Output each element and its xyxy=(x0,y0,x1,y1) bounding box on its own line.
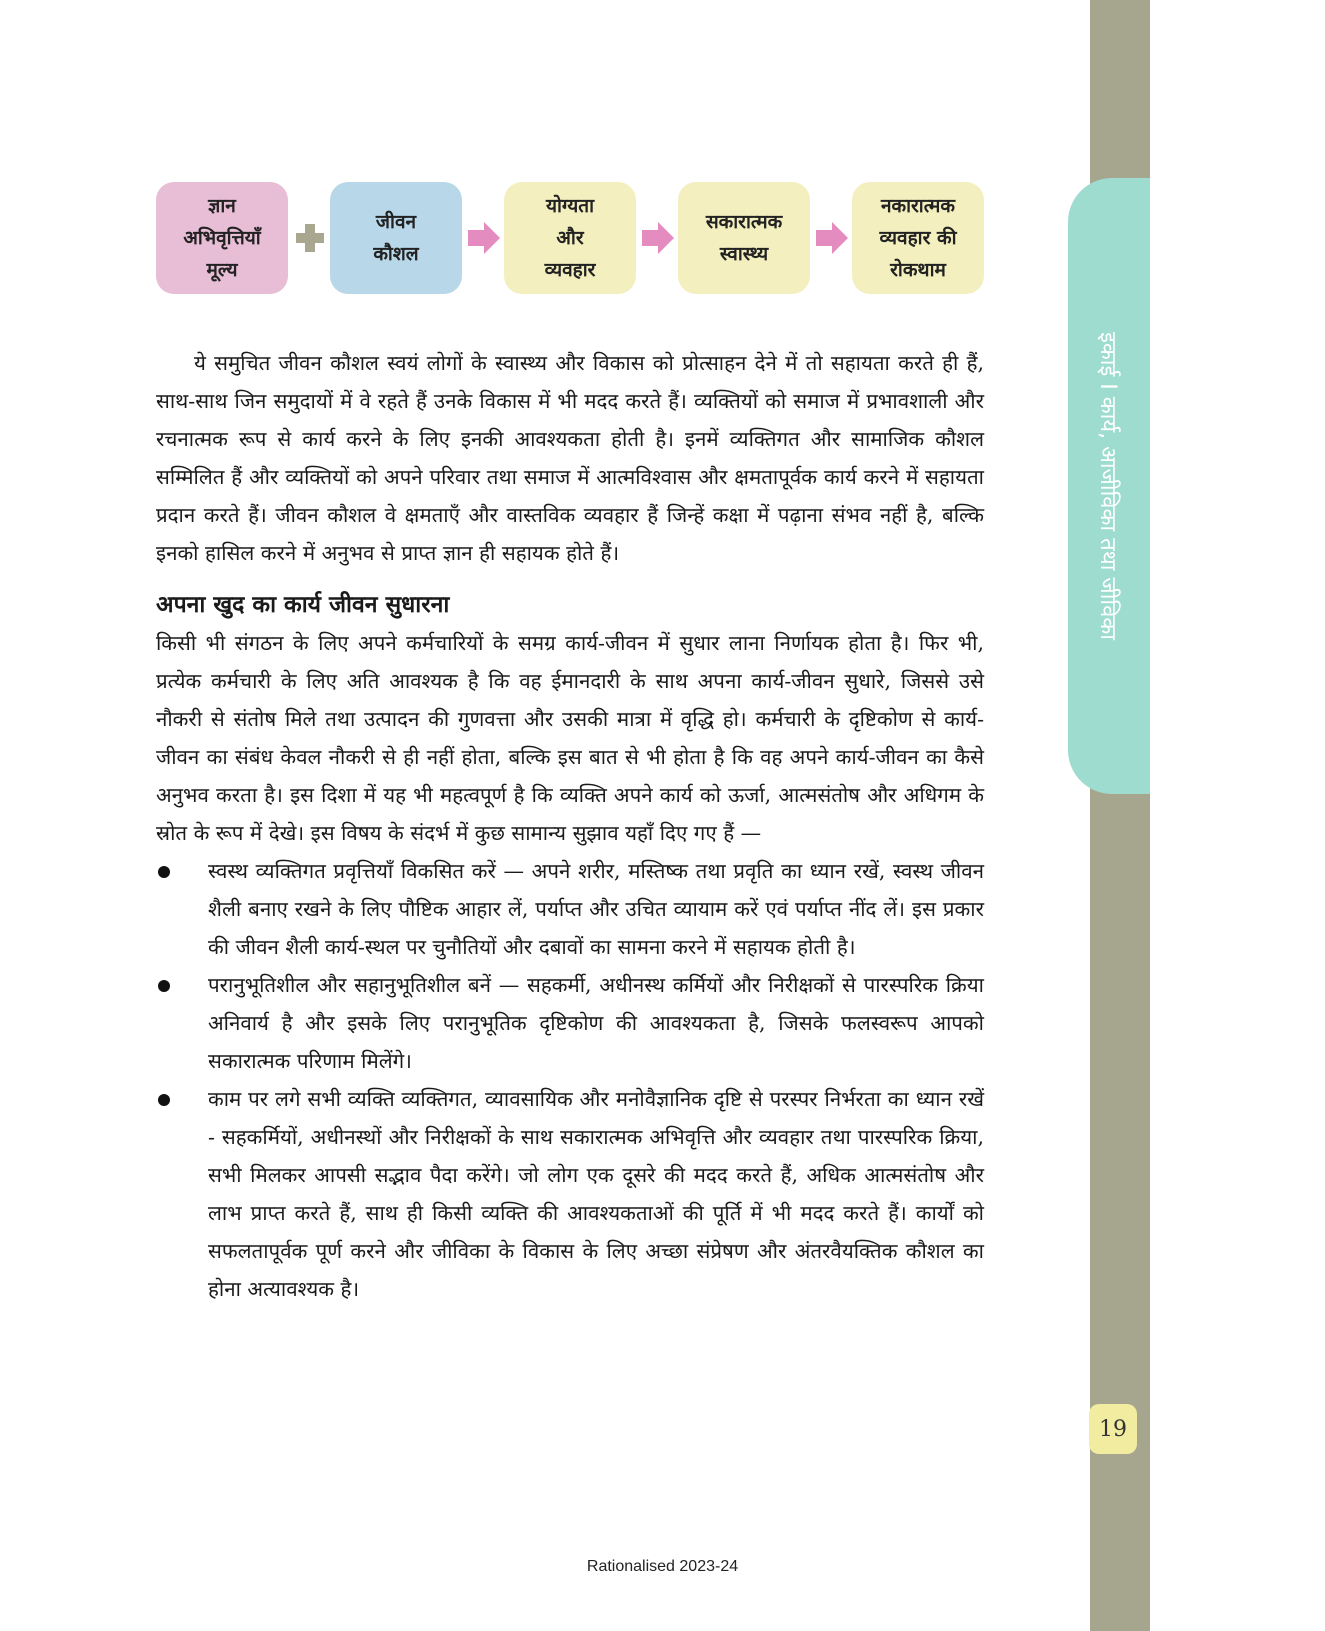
list-item xyxy=(156,852,984,966)
flow-box-line: जीवन xyxy=(375,211,417,233)
unit-tab xyxy=(1068,178,1150,794)
bullet-icon xyxy=(158,980,170,992)
flow-box-positive-health xyxy=(678,182,810,294)
flow-box-line: कौशल xyxy=(373,243,419,265)
list-item-text: परानुभूतिशील और सहानुभूतिशील बनें — सहकर्मी, अधीनस्थ कर्मियों और निरीक्षकों से पारस्परिक क्रिया अनिवार्य है और इसके लिए परानुभूतिक दृष्टिकोण की आवश्यकता है, जिसके फलस्वरूप आपको सकारात्मक परिणाम मिलेंगे। xyxy=(208,973,984,1073)
flow-box-line: और xyxy=(556,227,584,249)
flow-box-line: मूल्य xyxy=(206,259,238,281)
list-item-text: काम पर लगे सभी व्यक्ति व्यक्तिगत, व्यावसायिक और मनोवैज्ञानिक दृष्टि से परस्पर निर्भरता का ध्यान रखें - सहकर्मियों, अधीनस्थों और निरीक्षकों के साथ सकारात्मक अभिवृत्ति और व्यवहार तथा पारस्परिक क्रिया, सभी मिलकर आपसी सद्भाव पैदा करेंगे। जो लोग एक दूसरे की मदद करते हैं, अधिक आत्मसंतोष और लाभ प्राप्त करते हैं, साथ ही किसी व्यक्ति की आवश्यकताओं की पूर्ति में भी मदद करते हैं। कार्यों को सफलतापूर्वक पूर्ण करने और जीविका के विकास के लिए अच्छा संप्रेषण और अंतरवैयक्तिक कौशल का होना अत्यावश्यक है। xyxy=(208,1087,984,1301)
flow-box-prevention xyxy=(852,182,984,294)
flow-box-life-skills xyxy=(330,182,462,294)
page-number: 19 xyxy=(1089,1404,1137,1454)
flow-box-line: ज्ञान xyxy=(208,195,236,217)
arrow-right-icon xyxy=(464,218,504,258)
flow-box-line: व्यवहार की xyxy=(879,227,957,249)
flow-box-line: योग्यता xyxy=(545,195,595,217)
plus-icon xyxy=(290,218,330,258)
flow-box-line: अभिवृत्तियाँ xyxy=(183,227,261,249)
flow-box-line: सकारात्मक xyxy=(705,211,783,233)
intro-section xyxy=(156,344,984,572)
flow-box-line: नकारात्मक xyxy=(880,195,956,217)
flow-box-line: स्वास्थ्य xyxy=(719,243,769,265)
life-skills-flow-diagram xyxy=(156,182,984,294)
footer-note: Rationalised 2023-24 xyxy=(586,1558,739,1575)
bullet-icon xyxy=(158,1094,170,1106)
intro-paragraph: ये समुचित जीवन कौशल स्वयं लोगों के स्वास्थ्य और विकास को प्रोत्साहन देने में तो सहायता करते ही हैं, साथ-साथ जिन समुदायों में वे रहते हैं उनके विकास में भी मदद करते हैं। व्यक्तियों को समाज में प्रभावशाली और रचनात्मक रूप से कार्य करने के लिए इनकी आवश्यकता होती है। इनमें व्यक्तिगत और सामाजिक कौशल सम्मिलित हैं और व्यक्तियों को अपने परिवार तथा समाज में आत्मविश्वास और क्षमतापूर्वक कार्य करने में सहायता प्रदान करते हैं। जीवन कौशल वे क्षमताएँ और वास्तविक व्यवहार हैं जिन्हें कक्षा में पढ़ाना संभव नहीं है, बल्कि इनको हासिल करने में अनुभव से प्राप्त ज्ञान ही सहायक होते हैं। xyxy=(156,351,984,565)
section-paragraph: किसी भी संगठन के लिए अपने कर्मचारियों के समग्र कार्य-जीवन में सुधार लाना निर्णायक होता है। फिर भी, प्रत्येक कर्मचारी के लिए अति आवश्यक है कि वह ईमानदारी के साथ अपना कार्य-जीवन सुधारे, जिससे उसे नौकरी से संतोष मिले तथा उत्पादन की गुणवत्ता और उसकी मात्रा में वृद्धि हो। कर्मचारी के दृष्टिकोण से कार्य-जीवन का संबंध केवल नौकरी से ही नहीं होता, बल्कि इस बात से भी होता है कि वह अपने कार्य-जीवन का कैसे अनुभव करता है। इस दिशा में यह भी महत्वपूर्ण है कि व्यक्ति अपने कार्य को ऊर्जा, आत्मसंतोष और अधिगम के स्रोत के रूप में देखे। इस विषय के संदर्भ में कुछ सामान्य सुझाव यहाँ दिए गए हैं — xyxy=(156,631,984,845)
flow-box-ability-behaviour xyxy=(504,182,636,294)
flow-box-knowledge xyxy=(156,182,288,294)
arrow-right-icon xyxy=(638,218,678,258)
flow-box-line: व्यवहार xyxy=(544,259,596,281)
list-item xyxy=(156,1080,984,1308)
list-item-text: स्वस्थ व्यक्तिगत प्रवृत्तियाँ विकसित करें — अपने शरीर, मस्तिष्क तथा प्रवृति का ध्यान रखें, स्वस्थ जीवन शैली बनाए रखने के लिए पौष्टिक आहार लें, पर्याप्त और उचित व्यायाम करें एवं पर्याप्त नींद लें। इस प्रकार की जीवन शैली कार्य-स्थल पर चुनौतियों और दबावों का सामना करने में सहायक होती है। xyxy=(208,859,984,959)
unit-label: इकाई I कार्य, आजीविका तथा जीविका xyxy=(1095,332,1120,640)
suggestion-list xyxy=(156,852,984,1308)
flow-box-line: रोकथाम xyxy=(890,259,946,281)
work-life-section xyxy=(156,586,984,1308)
bullet-icon xyxy=(158,866,170,878)
list-item xyxy=(156,966,984,1080)
section-heading: अपना खुद का कार्य जीवन सुधारना xyxy=(156,592,450,618)
arrow-right-icon xyxy=(812,218,852,258)
